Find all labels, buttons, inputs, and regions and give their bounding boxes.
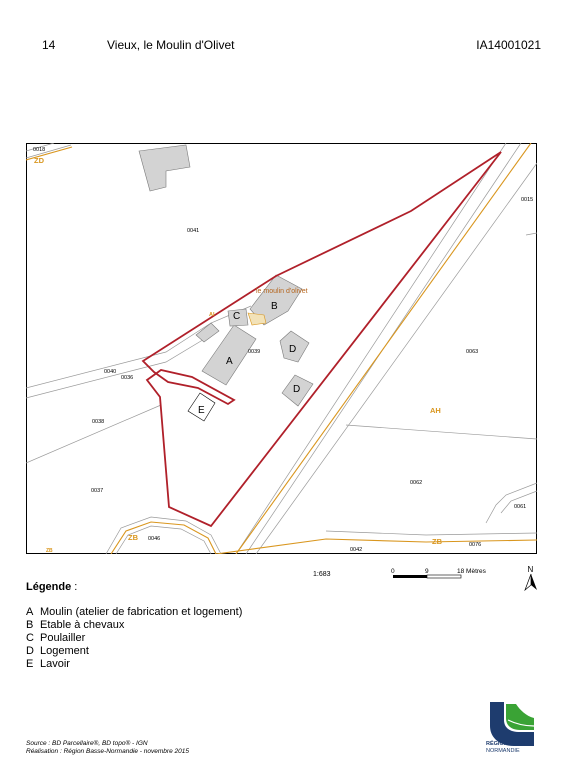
scale-tick: 0 [391, 568, 395, 575]
site-label: le moulin d'olivet [256, 288, 308, 295]
parcel-label: 0018 [33, 147, 46, 153]
parcel-label: 0041 [187, 228, 200, 234]
building-label-c: C [233, 311, 241, 322]
parcel-label: 0063 [466, 349, 479, 355]
building-label-a: A [226, 356, 233, 367]
dossier-reference: IA14001021 [476, 38, 541, 52]
north-label: N [527, 565, 534, 574]
parcel-label: 0039 [248, 349, 261, 355]
page-number: 14 [42, 38, 56, 52]
page-title: Vieux, le Moulin d'Olivet [107, 38, 235, 52]
legend-title: Légende : [26, 581, 78, 593]
credit-line: Réalisation : Région Basse-Normandie - novembre 2015 [26, 748, 189, 755]
cadastral-map [26, 143, 537, 554]
building-label-b: B [271, 301, 278, 312]
north-arrow-icon [523, 564, 539, 592]
parcel-label: 0036 [121, 375, 134, 381]
legend-item: B Etable à chevaux [26, 619, 125, 631]
section-label: ZB [128, 533, 138, 542]
source-line: Source : BD Parcellaire®, BD topo® - IGN [26, 740, 148, 747]
scale-ratio: 1:683 [313, 571, 331, 578]
parcel-label: 0046 [148, 536, 161, 542]
section-label: ZB [46, 548, 53, 554]
scale-tick: 18 Mètres [457, 568, 486, 575]
source-credits [26, 740, 189, 756]
legend-item: C Poulailler [26, 632, 86, 644]
parcel-label: 0062 [410, 480, 423, 486]
parcel-label: 0038 [92, 419, 105, 425]
parcel-label: 0076 [469, 542, 482, 548]
parcel-label: 0037 [91, 488, 104, 494]
legend-item: A Moulin (atelier de fabrication et logement) [26, 606, 243, 618]
building-label-d: D [293, 384, 301, 395]
section-label: ZB [432, 537, 442, 546]
legend-item: E Lavoir [26, 658, 70, 670]
parcel-label: 0040 [104, 369, 117, 375]
scale-tick: 9 [425, 568, 429, 575]
legend [26, 606, 242, 671]
logo-text: NORMANDIE [486, 748, 520, 754]
building-label-e: E [198, 405, 205, 416]
parcel-label: 0042 [350, 547, 363, 553]
section-label: AI [209, 312, 215, 318]
section-label: AH [430, 406, 441, 415]
logo-text: RÉGION BASSE [486, 741, 529, 747]
parcel-label: 0061 [514, 504, 527, 510]
parcel-label: 0015 [521, 197, 534, 203]
section-label: ZD [34, 156, 44, 165]
building-label-d: D [289, 344, 297, 355]
legend-item: D Logement [26, 645, 89, 657]
